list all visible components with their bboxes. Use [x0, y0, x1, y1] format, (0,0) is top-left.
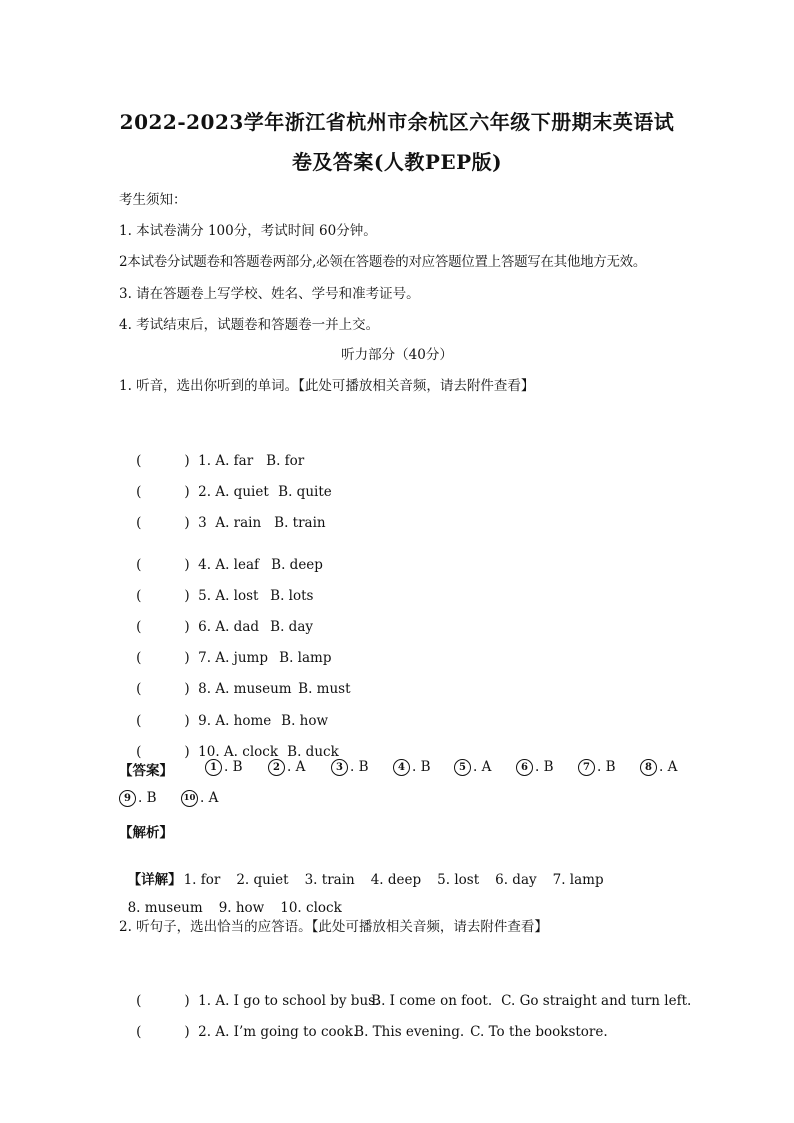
list-item: ( ) 1. A. I go to school by bus.B. I come on foot. C. Go straight and turn left. — [136, 993, 692, 1009]
detail-line-1: 【详解】 1. for 2. quiet 3. train 4. deep 5. lost 6. day 7. lamp — [127, 872, 604, 888]
answer-item: 10 . A — [181, 790, 218, 807]
list-item: ( ) 4. A. leaf B. deep — [136, 557, 323, 573]
analysis-label: 【解析】 — [119, 825, 173, 841]
list-item: ( ) 3 A. rain B. train — [136, 515, 326, 531]
section-title: 听力部分（40分） — [341, 347, 453, 363]
detail-line-2: 8. museum 9. how 10. clock — [127, 900, 342, 916]
list-item: ( ) 7. A. jump B. lamp — [136, 650, 332, 666]
notice-item: 3. 请在答题卷上写学校、姓名、学号和准考证号。 — [119, 286, 420, 302]
list-item: ( ) 9. A. home B. how — [136, 713, 329, 729]
answer-item: 6 . B — [516, 759, 554, 776]
answer-item: 7 . B — [578, 759, 616, 776]
answer-item: 9 . B — [119, 790, 157, 807]
list-item: ( ) 10. A. clock B. duck — [136, 744, 339, 760]
list-item: ( ) 1. A. far B. for — [136, 453, 305, 469]
answer-item: 4 . B — [393, 759, 431, 776]
answer-item: 3 . B — [331, 759, 369, 776]
list-item: ( ) 2. A. quiet B. quite — [136, 484, 332, 500]
notice-item: 4. 考试结束后，试题卷和答题卷一并上交。 — [119, 317, 380, 333]
answer-item: 2 . A — [268, 759, 305, 776]
answer-item: 1 . B — [205, 759, 243, 776]
notice-item: 2本试卷分试题卷和答题卷两部分,必领在答题卷的对应答题位置上答题写在其他地方无效。 — [119, 254, 647, 270]
answer-item: 5 . A — [454, 759, 491, 776]
answer-item: 8 . A — [640, 759, 677, 776]
title-line-1: 2022-2023学年浙江省杭州市余杭区六年级下册期末英语试 — [119, 110, 675, 134]
list-item: ( ) 6. A. dad B. day — [136, 619, 313, 635]
list-item: ( ) 8. A. museum B. must — [136, 681, 351, 697]
notice-item: 1. 本试卷满分 100分，考试时间 60分钟。 — [119, 223, 377, 239]
list-item: ( ) 2. A. I’m going to cook.B. This evening. C. To the bookstore. — [136, 1024, 608, 1040]
notice-heading: 考生须知： — [119, 192, 187, 208]
answer-label: 【答案】 — [119, 763, 173, 779]
list-item: ( ) 5. A. lost B. lots — [136, 588, 314, 604]
question-1-prompt: 1. 听音，选出你听到的单词。【此处可播放相关音频，请去附件查看】 — [119, 378, 535, 394]
question-2-prompt: 2. 听句子，选出恰当的应答语。【此处可播放相关音频，请去附件查看】 — [119, 919, 548, 935]
title-line-2: 卷及答案(人教PEP版) — [291, 150, 503, 174]
